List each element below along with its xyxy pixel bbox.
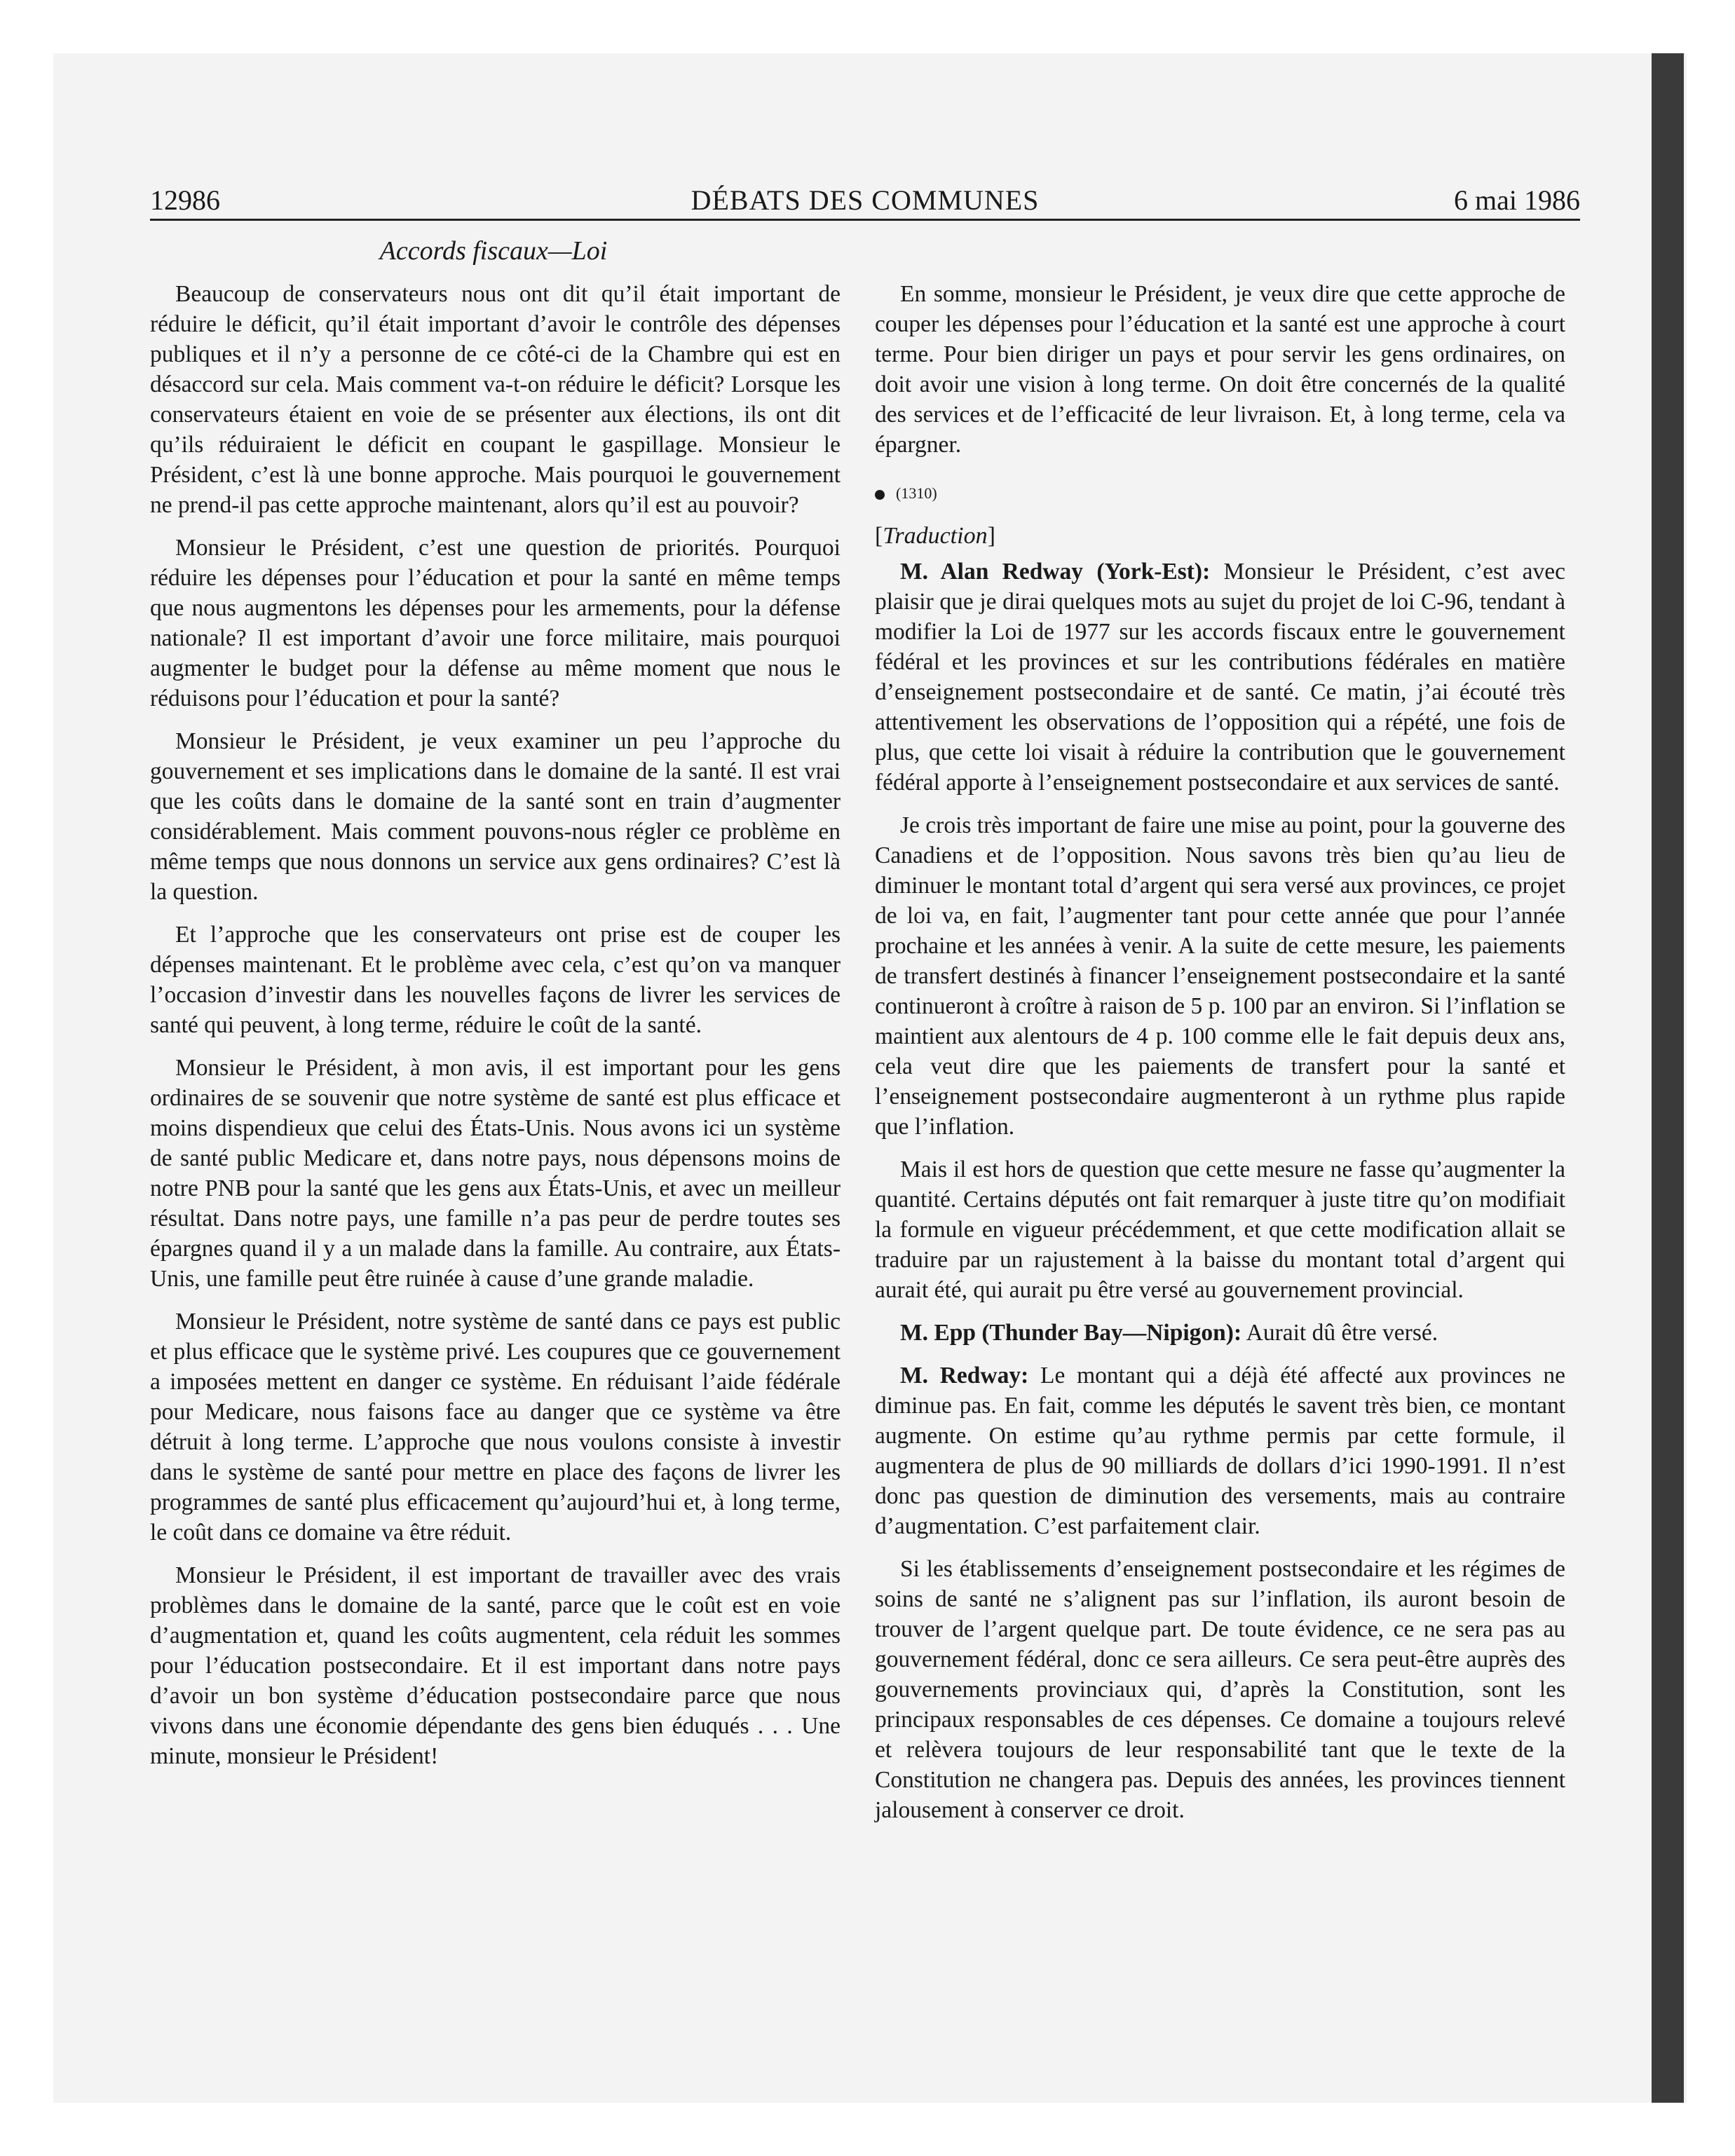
paragraph: Monsieur le Président, à mon avis, il est important pour les gens ordinaires de se souvenir que notre système de santé est plus efficace et moins dispendieux que celui des États-Unis. Nous avons ici un système de santé public Medicare et, dans notre pays, nous dépensons moins de notre PNB pour la santé que les gens aux États-Unis, et avec un meilleur résultat. Dans notre pays, une famille n’a pas peur de perdre toutes ses épargnes quand il y a un malade dans la famille. Au contraire, aux États-Unis, une famille peut être ruinée à cause d’une grande maladie. [150,1055,841,1292]
section-subject: Accords fiscaux—Loi [379,236,608,266]
paragraph: Beaucoup de conservateurs nous ont dit qu’il était important de réduire le déficit, qu’il était important d’avoir le contrôle des dépenses publiques et il n’y a personne de ce côté-ci de la Chambre qui est en désaccord sur cela. Mais comment va-t-on réduire le déficit? Lorsque les conservateurs étaient en voie de se présenter aux élections, ils ont dit qu’ils réduiraient le déficit en coupant le gaspillage. Monsieur le Président, c’est là une bonne approche. Mais pourquoi le gouvernement ne prend-il pas cette approche maintenant, alors qu’il est au pouvoir? [150,281,841,518]
paragraph: Et l’approche que les conservateurs ont prise est de couper les dépenses maintenant. Et le problème avec cela, c’est qu’on va manquer l’occasion d’investir dans les nouvelles façons de livrer les services de santé qui peuvent, à long terme, réduire le coût de la santé. [150,922,841,1038]
scan-edge-shadow [1652,53,1684,2103]
speech-text: Monsieur le Président, c’est avec plaisir que je dirai quelques mots au sujet du projet de loi C-96, tendant à modifier la Loi de 1977 sur les accords fiscaux entre le gouvernement fédéral et les provinces et sur les contributions fédérales en matière d’enseignement postsecondaire et de santé. Ce matin, j’ai écouté très attentivement les observations de l’opposition qui a répété, une fois de plus, que cette loi visait à réduire la contribution que le gouvernement fédéral apporte à l’enseignement postsecondaire et aux services de santé. [875,559,1566,796]
speech-redway-2 [875,1360,1565,1541]
page-number: 12986 [150,184,220,216]
speaker-name: M. Alan Redway (York-Est): [900,559,1211,585]
left-column [150,279,841,1784]
translation-label: [Traduction] [875,523,995,549]
paragraph: Monsieur le Président, il est important de travailler avec des vrais problèmes dans le domaine de la santé, parce que le coût est en voie d’augmentation et, quand les coûts augmentent, cela réduit les sommes pour l’éducation postsecondaire. Et il est important dans notre pays d’avoir un bon système d’éducation postsecondaire parce que nous vivons dans une économie dépendante des gens bien éduqués . . . Une minute, monsieur le Président! [150,1562,841,1769]
speech-text: Aurait dû être versé. [1246,1320,1438,1346]
paragraph: En somme, monsieur le Président, je veux dire que cette approche de couper les dépenses pour l’éducation et la santé est une approche à court terme. Pour bien diriger un pays et pour servir les gens ordinaires, on doit avoir une vision à long terme. On doit être concernés de la qualité des services et de l’efficacité de leur livraison. Et, à long terme, cela va épargner. [875,281,1565,458]
right-column [875,279,1565,1838]
translation-label-text: Traduction [883,523,988,549]
paragraph: Monsieur le Président, c’est une question de priorités. Pourquoi réduire les dépenses pour l’éducation et pour la santé en même temps que nous augmentons les dépenses pour les armements, pour la défense nationale? Il est important d’avoir une force militaire, mais pourquoi augmenter le budget pour la défense au même moment que nous le réduisons pour l’éducation et pour la santé? [150,535,841,711]
publication-title: DÉBATS DES COMMUNES [690,184,1040,216]
speech-text: Le montant qui a déjà été affecté aux provinces ne diminue pas. En fait, comme les députés le savent très bien, ce montant augmente. On estime qu’au rythme permis par cette formule, il augmentera de plus de 90 milliards de dollars d’ici 1990-1991. Il n’est donc pas question de diminution des versements, mais au contraire d’augmentation. C’est parfaitement clair. [875,1363,1566,1539]
time-marker [875,478,1565,508]
speaker-name: M. Epp (Thunder Bay—Nipigon): [900,1320,1242,1346]
speech-redway [875,557,1565,798]
paragraph: Monsieur le Président, je veux examiner un peu l’approche du gouvernement et ses implications dans le domaine de la santé. Il est vrai que les coûts dans le domaine de la santé sont en train d’augmenter considérablement. Mais comment pouvons-nous régler ce problème en même temps que nous donnons un service aux gens ordinaires? C’est là la question. [150,728,841,905]
time-marker-text: (1310) [896,484,937,502]
paragraph: Monsieur le Président, notre système de santé dans ce pays est public et plus efficace que le système privé. Les coupures que ce gouvernement a imposées mettent en danger ce système. En réduisant l’aide fédérale pour Medicare, nous faisons face au danger que ce système va être détruit à long terme. L’approche que nous voulons consiste à investir dans le système de santé pour mettre en place des façons de livrer les programmes de santé plus efficacement qu’aujourd’hui et, à long terme, le coût dans ce domaine va être réduit. [150,1309,841,1546]
speech-epp [875,1318,1565,1348]
paragraph: Si les établissements d’enseignement postsecondaire et les régimes de soins de santé ne s’alignent pas sur l’inflation, ils auront besoin de trouver de l’argent quelque part. De toute évidence, ce ne sera pas au gouvernement fédéral, donc ce sera ailleurs. Ce sera peut-être auprès des gouvernements provinciaux qui, d’après la Constitution, sont les principaux responsables de ces dépenses. Ce domaine a toujours relevé et relèvera toujours de leur responsabilité tant que le texte de la Constitution ne changera pas. Depuis des années, les provinces tiennent jalousement à conserver ce droit. [875,1556,1565,1823]
paragraph: Je crois très important de faire une mise au point, pour la gouverne des Canadiens et de l’opposition. Nous savons très bien qu’au lieu de diminuer le montant total d’argent qui sera versé aux provinces, ce projet de loi va, en fait, l’augmenter tant pour cette année que pour l’année prochaine et les années à venir. A la suite de cette mesure, les paiements de transfert destinés à financer l’enseignement postsecondaire et la santé continueront à croître à raison de 5 p. 100 par an environ. Si l’inflation se maintient aux alentours de 4 p. 100 comme elle le fait depuis deux ans, cela veut dire que les paiements de transfert pour la santé et l’enseignement postsecondaire augmenteront à un rythme plus rapide que l’inflation. [875,812,1565,1140]
page-header [150,184,1580,221]
paragraph: Mais il est hors de question que cette mesure ne fasse qu’augmenter la quantité. Certains députés ont fait remarquer à juste titre qu’on modifiait la formule en vigueur précédemment, et que cette modification allait se traduire par un rajustement à la baisse du montant total d’argent qui aurait été, qui aurait pu être versé au gouvernement provincial. [875,1157,1565,1303]
bullet-dot-icon [875,490,885,500]
speaker-name: M. Redway: [900,1363,1029,1389]
publication-date: 6 mai 1986 [1454,184,1580,216]
